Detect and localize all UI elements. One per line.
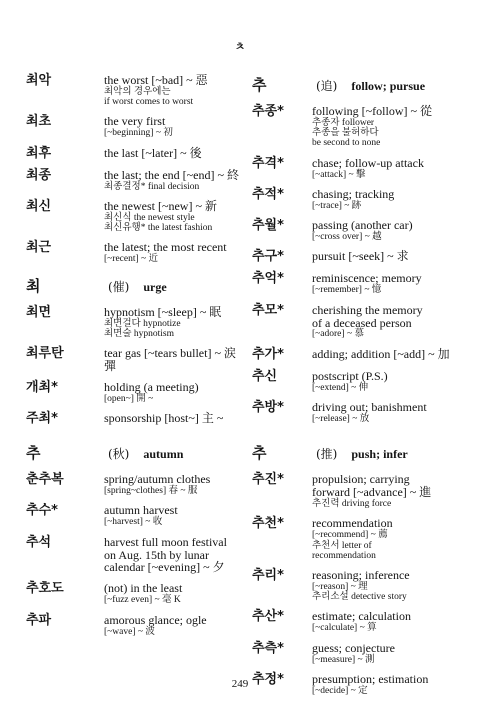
entry-headword: 최근 (26, 240, 52, 256)
dictionary-entry (252, 569, 466, 602)
dictionary-entry (252, 401, 466, 424)
entry-definition (104, 241, 244, 264)
definition-line: calendar [~evening] ~ 夕 (104, 560, 225, 575)
entry-headword: 추가* (252, 346, 284, 362)
entry-headword: 추격* (252, 155, 284, 171)
definition-line: 추종을 불허하다 (312, 128, 379, 139)
dictionary-entry (252, 304, 466, 340)
dictionary-entry (252, 105, 466, 149)
definition-line: reasoning; inference (312, 568, 410, 582)
dictionary-entry (26, 536, 244, 575)
definition-line: [~recommend] ~ 薦 (312, 530, 388, 541)
entry-definition (104, 200, 244, 233)
dictionary-entry (26, 412, 244, 426)
definition-line: of a deceased person (312, 315, 412, 330)
dictionary-entry (26, 169, 244, 192)
definition-line: [~calculate] ~ 算 (312, 623, 377, 634)
entry-headword: 추방* (252, 399, 284, 415)
section-headword: 추 (252, 444, 267, 463)
entry-headword: 최면 (26, 304, 52, 320)
definition-line: [~adore] ~ 慕 (312, 329, 364, 340)
definition-line: 최면술 hypnotism (104, 328, 175, 339)
entry-headword: 추측* (252, 640, 284, 656)
definition-line: recommendation (312, 516, 393, 531)
definition-line: 추천서 letter of (312, 540, 372, 551)
dictionary-entry (26, 582, 244, 605)
entry-group (26, 306, 244, 427)
entry-definition (312, 219, 466, 242)
definition-line: [~beginning] ~ 初 (104, 128, 173, 139)
definition-line: [~cross over] ~ 越 (312, 232, 382, 243)
definition-line: 최종결정* final decision (104, 181, 200, 192)
definition-line: chase; follow-up attack (312, 155, 424, 170)
definition-line: if worst comes to worst (104, 97, 194, 108)
entry-headword: 추진* (252, 472, 284, 488)
section-heading (252, 442, 466, 463)
definition-line: [~trace] ~ 跡 (312, 200, 362, 211)
definition-line: presumption; estimation (312, 671, 429, 686)
definition-line: chasing; tracking (312, 186, 395, 201)
entry-headword: 추월* (252, 218, 284, 234)
definition-line: [spring~clothes] 春 ~ 服 (104, 486, 198, 497)
entry-headword: 최종 (26, 167, 52, 183)
dictionary-entry (26, 115, 244, 138)
definition-line: forward [~advance] ~ 進 (312, 485, 432, 500)
definition-line: following [~follow] ~ 從 (312, 104, 432, 118)
entry-definition (312, 569, 466, 602)
definition-line: reminiscence; memory (312, 271, 422, 286)
entry-headword: 개최* (26, 379, 58, 395)
definition-line: the newest [~new] ~ 新 (104, 198, 217, 213)
entry-headword: 최초 (26, 114, 52, 130)
section-meaning: urge (143, 279, 167, 294)
section-hanja: (催) (108, 279, 130, 294)
definition-line: harvest full moon festival (104, 534, 227, 549)
section-meaning: autumn (143, 447, 184, 462)
definition-line: holding (a meeting) (104, 379, 199, 394)
definition-line: [open~] 開 ~ (104, 393, 154, 404)
entry-definition (312, 304, 466, 340)
dictionary-entry (252, 219, 466, 242)
entry-definition (104, 614, 244, 637)
entry-headword: 추종* (252, 104, 284, 119)
dictionary-entry (252, 188, 466, 211)
definition-line: [~extend] ~ 伸 (312, 382, 369, 393)
definition-line: [~release] ~ 放 (312, 413, 370, 424)
dictionary-entry (26, 504, 244, 527)
definition-line: spring/autumn clothes (104, 472, 211, 487)
definition-line: the latest; the most recent (104, 240, 227, 255)
definition-line: hypnotism [~sleep] ~ 眠 (104, 304, 222, 319)
dictionary-entry (252, 250, 466, 264)
entry-definition (312, 250, 466, 264)
dictionary-entry (26, 74, 244, 107)
entry-definition (312, 401, 466, 424)
section-hanja: (秋) (108, 447, 130, 462)
definition-line: tear gas [~tears bullet] ~ 涙彈 (104, 346, 236, 373)
definition-line: propulsion; carrying (312, 472, 410, 487)
dictionary-entry (252, 370, 466, 393)
definition-line: 최악의 경우에는 (104, 86, 171, 97)
page-number: 249 (231, 678, 249, 690)
entry-headword: 추석 (26, 534, 52, 550)
entry-headword: 추호도 (26, 581, 64, 597)
entry-definition (104, 504, 244, 527)
definition-line: [~recent] ~ 近 (104, 254, 159, 265)
definition-line: [~wave] ~ 波 (104, 626, 155, 637)
definition-line: postscript (P.S.) (312, 368, 388, 383)
entry-headword: 추파 (26, 612, 52, 628)
entry-group (252, 473, 466, 696)
entry-definition (312, 188, 466, 211)
entry-headword: 추산* (252, 609, 284, 625)
entry-headword: 추천* (252, 516, 284, 532)
definition-line: the worst [~bad] ~ 惡 (104, 73, 208, 87)
entry-definition (104, 412, 244, 426)
section-heading (252, 74, 466, 95)
definition-line: be second to none (312, 138, 381, 149)
entry-definition (312, 157, 466, 180)
dictionary-entry (252, 517, 466, 561)
dictionary-entry (26, 381, 244, 404)
section-headword: 최 (26, 276, 41, 295)
definition-line: [~harvest] ~ 收 (104, 517, 163, 528)
definition-line: [~measure] ~ 測 (312, 654, 375, 665)
definition-line: [~attack] ~ 擊 (312, 169, 366, 180)
entry-definition (312, 517, 466, 561)
definition-line: recommendation (312, 550, 376, 561)
definition-line: the last [~later] ~ 後 (104, 145, 202, 160)
entry-headword: 최후 (26, 145, 52, 161)
entry-headword: 추정* (252, 671, 284, 687)
dictionary-entry (26, 306, 244, 339)
entry-headword: 최루탄 (26, 346, 64, 361)
entry-definition (104, 473, 244, 496)
entry-definition (312, 272, 466, 295)
entry-definition (104, 582, 244, 605)
dictionary-entry (26, 347, 244, 373)
entry-definition (104, 347, 244, 373)
definition-line: estimate; calculation (312, 609, 411, 624)
section-hanja: (追) (316, 79, 338, 93)
left-column (26, 74, 244, 645)
section-meaning: follow; pursue (351, 79, 426, 93)
dictionary-entry (252, 272, 466, 295)
definition-line: 최면걸다 hypnotize (104, 318, 181, 329)
entry-group (252, 105, 466, 424)
entry-headword: 최신 (26, 198, 52, 214)
entry-headword: 최악 (26, 73, 52, 88)
entry-group (26, 74, 244, 265)
dictionary-entry (26, 147, 244, 161)
entry-headword: 추억* (252, 271, 284, 287)
definition-line: 추리소설 detective story (312, 592, 407, 603)
entry-definition (312, 348, 466, 362)
entry-headword: 추리* (252, 568, 284, 583)
entry-definition (312, 610, 466, 633)
definition-line: the very first (104, 114, 166, 129)
definition-line: on Aug. 15th by lunar (104, 547, 209, 562)
definition-line: autumn harvest (104, 503, 178, 518)
definition-line: pursuit [~seek] ~ 求 (312, 249, 409, 264)
dictionary-entry (252, 348, 466, 362)
entry-group (26, 473, 244, 637)
entry-headword: 추모* (252, 302, 284, 318)
section-meaning: push; infer (351, 447, 408, 462)
definition-line: 최신식 the newest style (104, 212, 195, 223)
running-head: ㅊ (234, 41, 246, 53)
definition-line: driving out; banishment (312, 399, 427, 414)
definition-line: sponsorship [host~] 主 ~ (104, 411, 224, 426)
definition-line: (not) in the least (104, 581, 183, 596)
dictionary-entry (252, 642, 466, 665)
right-column (252, 74, 466, 704)
definition-line: amorous glance; ogle (104, 612, 207, 627)
dictionary-entry (26, 614, 244, 637)
definition-line: [~remember] ~ 憶 (312, 285, 382, 296)
entry-headword: 추구* (252, 249, 284, 265)
dictionary-entry (252, 610, 466, 633)
entry-definition (104, 536, 244, 575)
entry-definition (312, 473, 466, 509)
entry-definition (104, 74, 244, 107)
entry-headword: 춘추복 (26, 472, 64, 488)
entry-definition (104, 381, 244, 404)
dictionary-entry (252, 473, 466, 509)
definition-line: 추진력 driving force (312, 499, 392, 510)
definition-line: the last; the end [~end] ~ 終 (104, 167, 239, 182)
entry-definition (104, 169, 244, 192)
entry-definition (312, 105, 466, 149)
entry-definition (104, 115, 244, 138)
dictionary-entry (252, 157, 466, 180)
definition-line: cherishing the memory (312, 302, 423, 317)
section-heading (26, 275, 244, 296)
dictionary-entry (26, 200, 244, 233)
entry-headword: 추수* (26, 503, 58, 519)
section-hanja: (推) (316, 447, 338, 462)
definition-line: [~reason] ~ 理 (312, 581, 368, 592)
definition-line: passing (another car) (312, 218, 413, 233)
definition-line: guess; conjecture (312, 640, 395, 655)
definition-line: [~fuzz even] ~ 毫 K (104, 595, 181, 606)
definition-line: 최신유행* the latest fashion (104, 223, 213, 234)
section-headword: 추 (26, 444, 41, 463)
dictionary-entry (26, 473, 244, 496)
entry-definition (104, 306, 244, 339)
dictionary-entry (26, 241, 244, 264)
entry-headword: 주최* (26, 411, 58, 427)
entry-headword: 추적* (252, 186, 284, 202)
definition-line: [~decide] ~ 定 (312, 685, 368, 696)
entry-definition (104, 147, 244, 161)
entry-headword: 추신 (252, 368, 278, 384)
definition-line: 추종자 follower (312, 117, 375, 128)
definition-line: adding; addition [~add] ~ 加 (312, 346, 450, 361)
section-heading (26, 442, 244, 463)
entry-definition (312, 370, 466, 393)
entry-definition (312, 642, 466, 665)
section-headword: 추 (252, 76, 267, 94)
